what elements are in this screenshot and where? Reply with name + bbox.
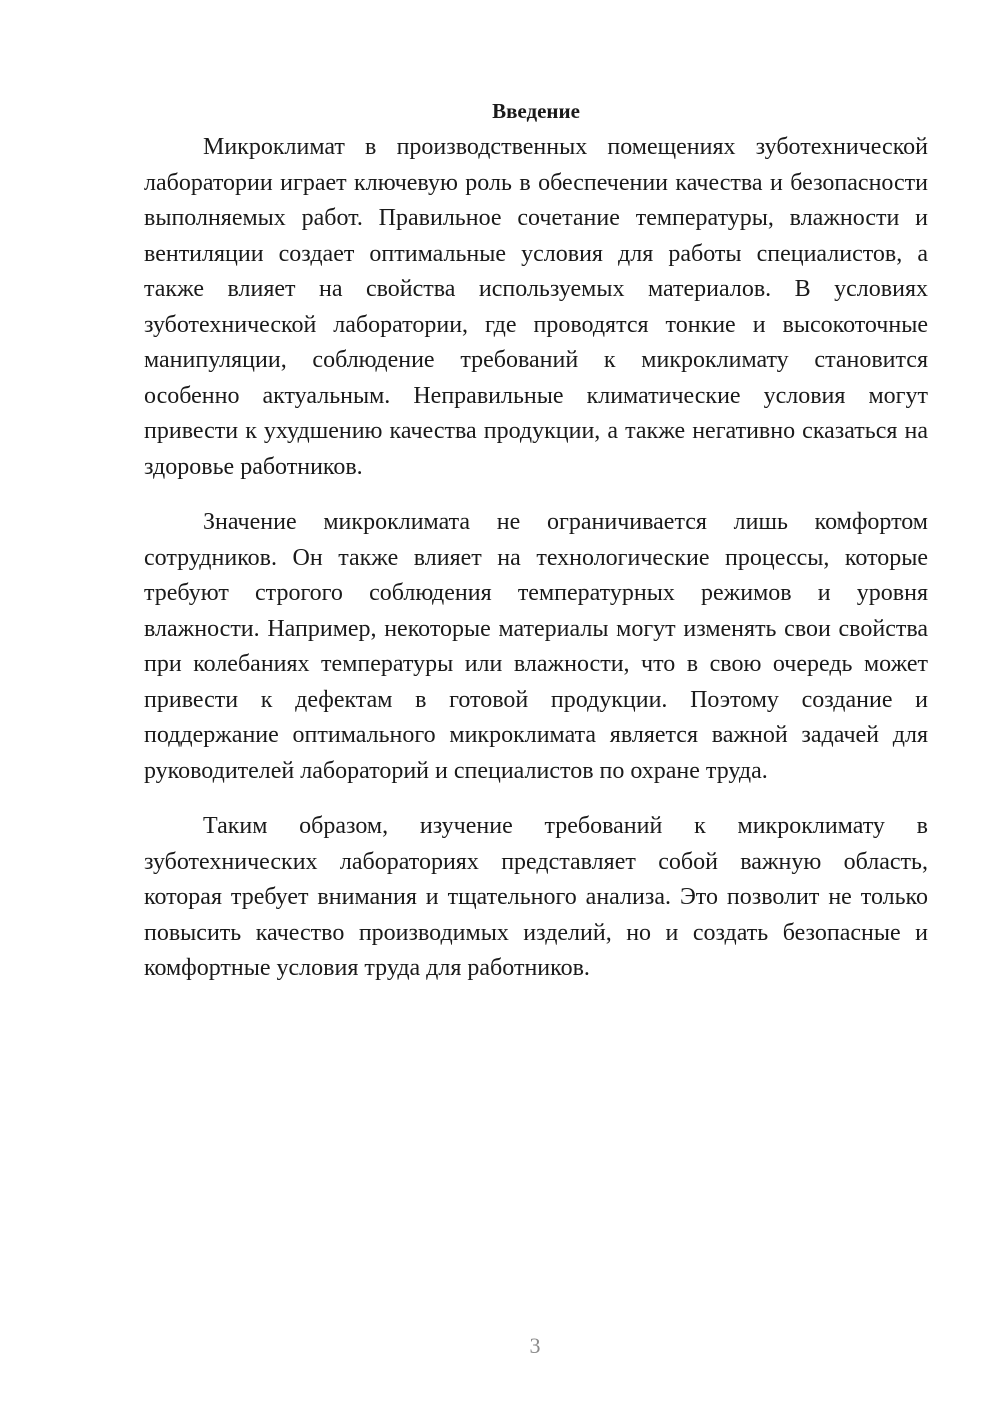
paragraph-intro: Микроклимат в производственных помещениях зуботехнической лаборатории играет ключевую роль в обеспечении качества и безопасности выполняемых работ. Правильное сочетание температуры, влажности и вентиляции создает оптимальные условия для работы специалистов, а также влияет на свойства используемых материалов. В условиях зуботехнической лаборатории, где проводятся тонкие и высокоточные манипуляции, соблюдение требований к микроклимату становится особенно актуальным. Неправильные климатические условия могут привести к ухудшению качества продукции, а также негативно сказаться на здоровье работников. [144, 134, 928, 480]
paragraph-conclusion: Таким образом, изучение требований к микроклимату в зуботехнических лабораториях представляет собой важную область, которая требует внимания и тщательного анализа. Это позволит не только повысить качество производимых изделий, но и создать безопасные и комфортные условия труда для работников. [144, 813, 928, 981]
page-number: 3 [529, 1333, 541, 1358]
section-title: Введение [492, 99, 580, 123]
paragraph-significance: Значение микроклимата не ограничивается лишь комфортом сотрудников. Он также влияет на технологические процессы, которые требуют строгого соблюдения температурных режимов и уровня влажности. Например, некоторые материалы могут изменять свои свойства при колебаниях температуры или влажности, что в свою очередь может привести к дефектам в готовой продукции. Поэтому создание и поддержание оптимального микроклимата является важной задачей для руководителей лабораторий и специалистов по охране труда. [144, 509, 928, 784]
page-content [144, 96, 928, 1007]
